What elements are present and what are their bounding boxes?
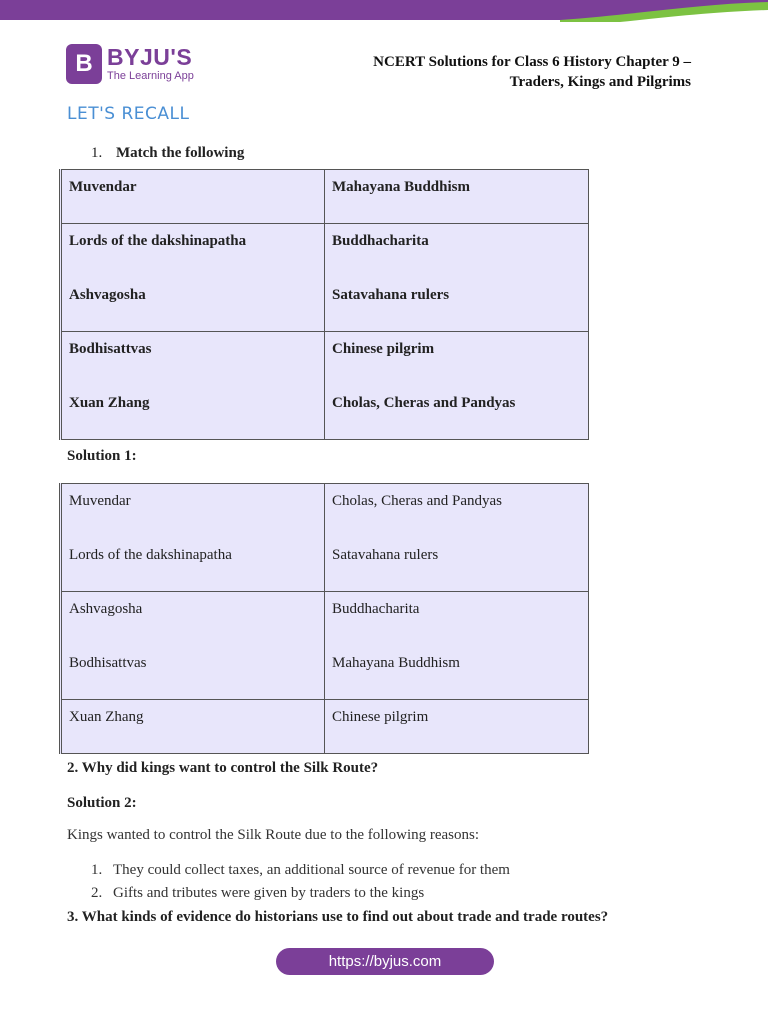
table-cell: Cholas, Cheras and Pandyas: [325, 484, 589, 538]
document-title-line1: NCERT Solutions for Class 6 History Chapter 9 –: [373, 54, 691, 70]
solution-2-intro: Kings wanted to control the Silk Route due to the following reasons:: [67, 827, 480, 843]
table-cell: Buddhacharita: [325, 592, 589, 646]
top-decorative-band: [0, 0, 768, 22]
table-cell: Bodhisattvas: [61, 332, 325, 386]
table-cell: Mahayana Buddhism: [325, 170, 589, 224]
table-cell: Buddhacharita: [325, 224, 589, 278]
question-2: 2. Why did kings want to control the Silk Route?: [67, 760, 379, 776]
logo-brand-name: BYJU'S: [107, 44, 193, 70]
table-cell: Lords of the dakshinapatha: [61, 224, 325, 278]
table-cell: Chinese pilgrim: [325, 700, 589, 754]
solution-1-label: Solution 1:: [67, 448, 137, 464]
question-match-table: [59, 169, 589, 440]
table-cell: Chinese pilgrim: [325, 332, 589, 386]
table-cell: Bodhisattvas: [61, 646, 325, 700]
byjus-logo: [66, 44, 194, 84]
question-1: [91, 145, 244, 162]
table-cell: Ashvagosha: [61, 592, 325, 646]
question-3: 3. What kinds of evidence do historians use to find out about trade and trade routes?: [67, 909, 609, 925]
list-item: 2. Gifts and tributes were given by traders to the kings: [91, 885, 425, 901]
list-item: 1. They could collect taxes, an additional source of revenue for them: [91, 862, 510, 878]
table-cell: Muvendar: [61, 170, 325, 224]
table-cell: Lords of the dakshinapatha: [61, 538, 325, 592]
question-1-number: 1.: [91, 145, 103, 161]
table-cell: Ashvagosha: [61, 278, 325, 332]
section-heading: LET'S RECALL: [67, 104, 190, 124]
question-1-text: Match the following: [116, 145, 245, 161]
document-title-line2: Traders, Kings and Pilgrims: [509, 74, 691, 90]
document-title: [331, 52, 691, 92]
table-cell: Muvendar: [61, 484, 325, 538]
footer-url-link[interactable]: https://byjus.com: [276, 948, 494, 975]
solution-2-label: Solution 2:: [67, 795, 137, 811]
solution-match-table: [59, 483, 589, 754]
table-cell: Satavahana rulers: [325, 278, 589, 332]
table-cell: Cholas, Cheras and Pandyas: [325, 386, 589, 440]
table-cell: Mahayana Buddhism: [325, 646, 589, 700]
logo-tagline: The Learning App: [107, 70, 194, 82]
logo-badge: B: [66, 44, 102, 84]
reasons-list: [91, 862, 510, 908]
table-cell: Xuan Zhang: [61, 386, 325, 440]
table-cell: Xuan Zhang: [61, 700, 325, 754]
table-cell: Satavahana rulers: [325, 538, 589, 592]
